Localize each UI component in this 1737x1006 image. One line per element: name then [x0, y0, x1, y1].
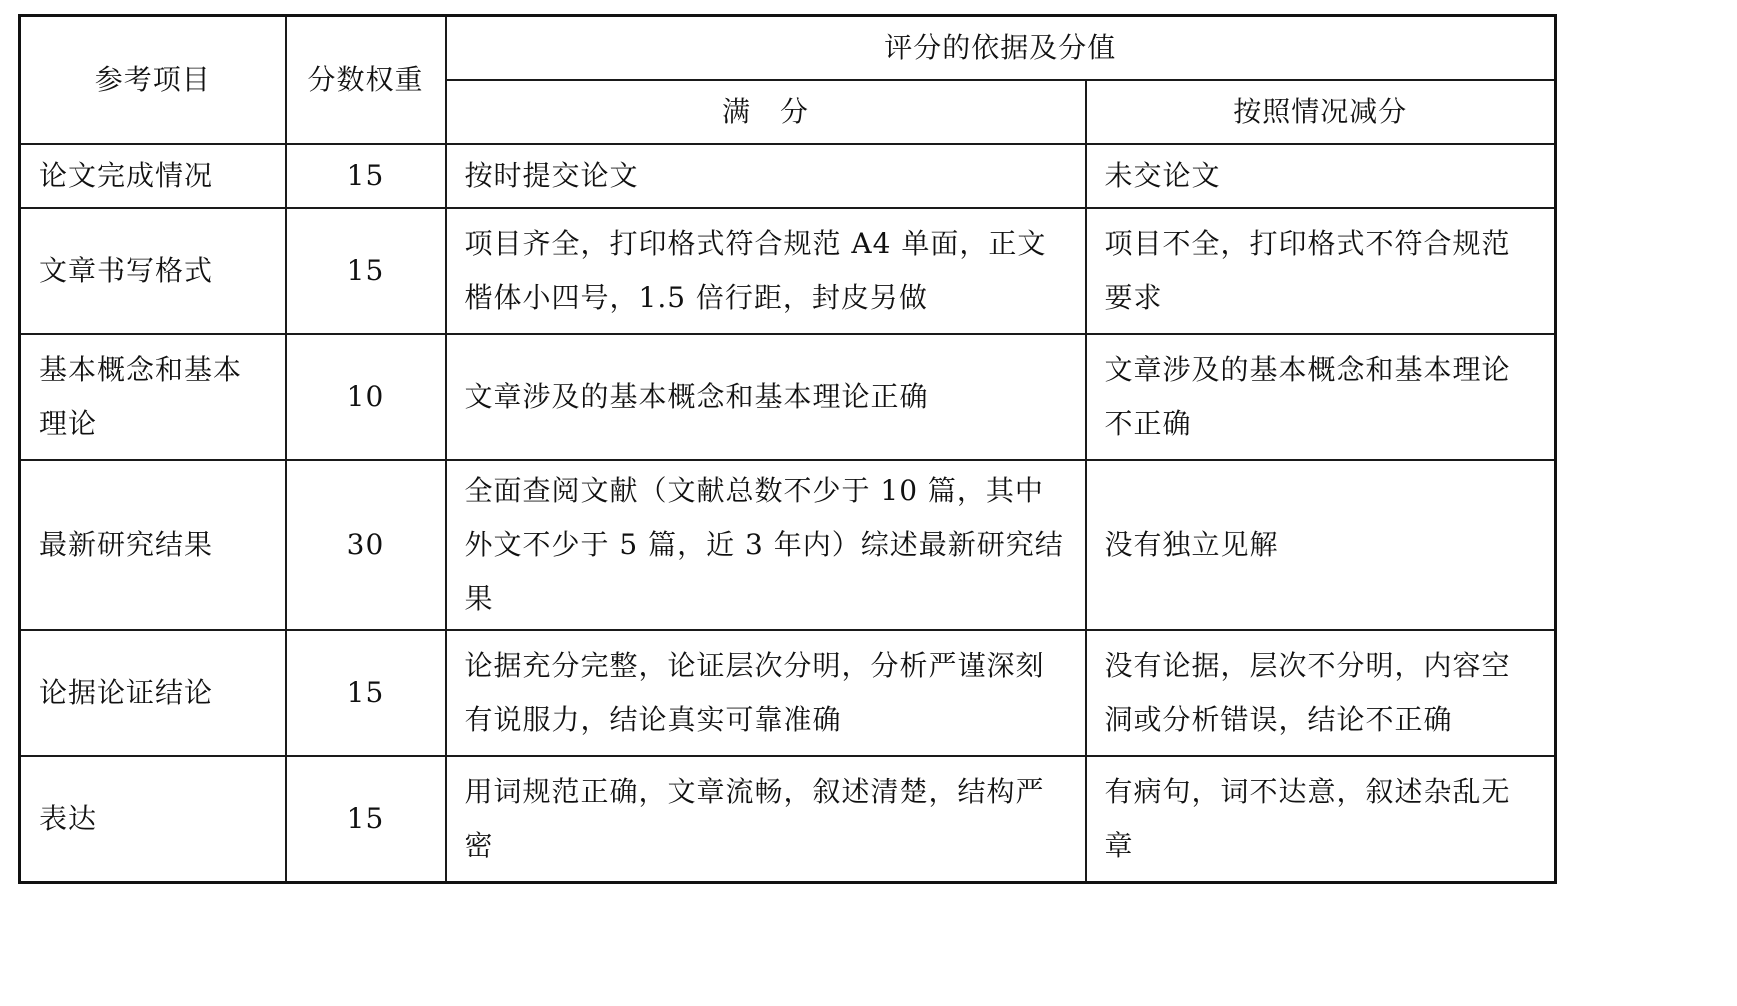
table-row [20, 208, 1556, 334]
table-row [20, 144, 1556, 208]
row-weight: 15 [286, 756, 446, 883]
row-deduct: 有病句，词不达意，叙述杂乱无章 [1086, 756, 1556, 883]
row-deduct: 项目不全，打印格式不符合规范要求 [1086, 208, 1556, 334]
row-weight: 15 [286, 630, 446, 756]
table-row [20, 630, 1556, 756]
row-full: 论据充分完整，论证层次分明，分析严谨深刻有说服力，结论真实可靠准确 [446, 630, 1086, 756]
row-deduct: 没有独立见解 [1086, 460, 1556, 630]
row-full: 文章涉及的基本概念和基本理论正确 [446, 334, 1086, 460]
grading-table [18, 14, 1557, 884]
row-full: 按时提交论文 [446, 144, 1086, 208]
header-weight: 分数权重 [286, 16, 446, 145]
row-deduct: 文章涉及的基本概念和基本理论不正确 [1086, 334, 1556, 460]
row-item: 最新研究结果 [20, 460, 286, 630]
row-weight: 30 [286, 460, 446, 630]
table-row [20, 460, 1556, 630]
row-full: 用词规范正确，文章流畅，叙述清楚，结构严密 [446, 756, 1086, 883]
header-full: 满 分 [446, 80, 1086, 144]
table-row [20, 756, 1556, 883]
row-item: 论据论证结论 [20, 630, 286, 756]
row-item: 表达 [20, 756, 286, 883]
header-row [20, 16, 1556, 81]
table-row [20, 334, 1556, 460]
row-weight: 15 [286, 208, 446, 334]
header-basis: 评分的依据及分值 [446, 16, 1556, 81]
header-item: 参考项目 [20, 16, 286, 145]
grading-table-container [18, 14, 1557, 884]
header-deduct: 按照情况减分 [1086, 80, 1556, 144]
row-weight: 15 [286, 144, 446, 208]
row-deduct: 未交论文 [1086, 144, 1556, 208]
row-deduct: 没有论据，层次不分明，内容空洞或分析错误，结论不正确 [1086, 630, 1556, 756]
row-full: 全面查阅文献（文献总数不少于 10 篇，其中外文不少于 5 篇，近 3 年内）综述最新研究结果 [446, 460, 1086, 630]
row-weight: 10 [286, 334, 446, 460]
row-full: 项目齐全，打印格式符合规范 A4 单面，正文楷体小四号，1.5 倍行距，封皮另做 [446, 208, 1086, 334]
row-item: 文章书写格式 [20, 208, 286, 334]
row-item: 论文完成情况 [20, 144, 286, 208]
row-item: 基本概念和基本理论 [20, 334, 286, 460]
